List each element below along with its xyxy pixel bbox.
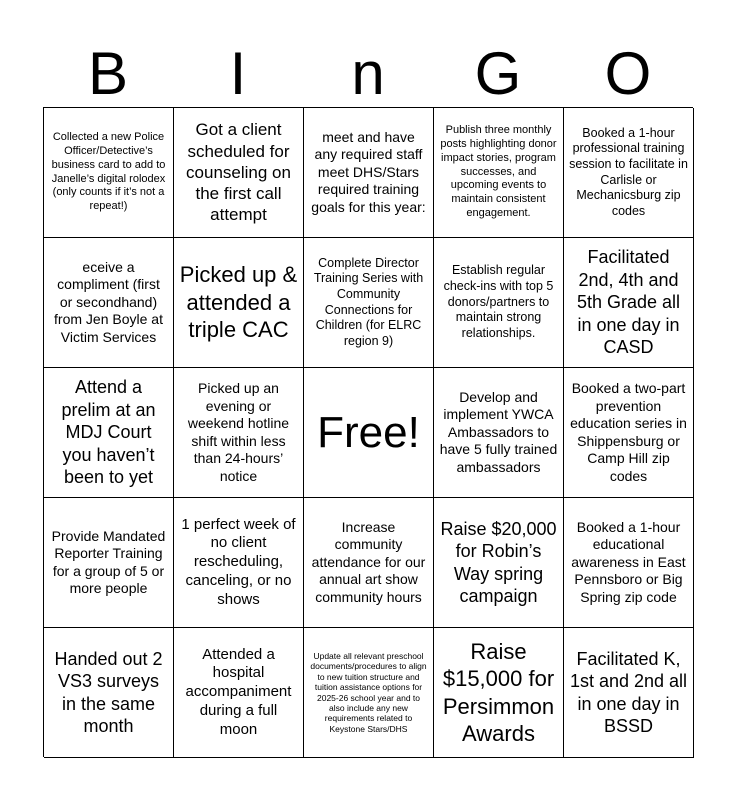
bingo-cell-r5c2[interactable] <box>174 628 304 758</box>
bingo-cell-r3c1[interactable] <box>44 368 174 498</box>
cell-text: Raise $20,000 for Robin’s Way spring campaign <box>440 518 557 606</box>
cell-text: Booked a 1-hour professional training session to facilitate in Carlisle or Mechanicsburg zip codes <box>569 125 688 218</box>
bingo-cell-r2c5[interactable] <box>564 238 694 368</box>
cell-text: Increase community attendance for our annual art show community hours <box>311 518 426 605</box>
bingo-cell-r2c3[interactable] <box>304 238 434 368</box>
cell-text: Publish three monthly posts highlighting donor impact stories, program successes, and upcoming events to maintain consistent engagement. <box>440 124 557 219</box>
bingo-header <box>43 40 693 108</box>
cell-text: Booked a two-part prevention education series in Shippensburg or Camp Hill zip codes <box>570 380 687 484</box>
cell-text: eceive a compliment (first or secondhand) from Jen Boyle at Victim Services <box>54 258 163 345</box>
bingo-cell-r3c3-free[interactable] <box>304 368 434 498</box>
cell-text: Attend a prelim at an MDJ Court you haven’t been to yet <box>61 377 156 488</box>
header-letter-b: B <box>87 40 129 107</box>
cell-text: Facilitated 2nd, 4th and 5th Grade all in one day in CASD <box>576 247 681 358</box>
bingo-cell-r2c4[interactable] <box>434 238 564 368</box>
cell-text: Attended a hospital accompaniment during a full moon <box>185 645 292 738</box>
cell-text: Update all relevant preschool documents/procedures to align to new tuition structure and tuition assistance options for 2025-26 school year and to also include any new requirements related to Keystone Stars/DHS <box>310 651 427 734</box>
header-letter-n: n <box>351 40 385 107</box>
header-letter-g: G <box>474 40 522 107</box>
cell-text: Establish regular check-ins with top 5 donors/partners to maintain strong relationships. <box>443 263 554 340</box>
bingo-cell-r5c5[interactable] <box>564 628 694 758</box>
cell-text: 1 perfect week of no client rescheduling, canceling, or no shows <box>181 515 296 608</box>
header-letter-o: O <box>604 40 652 107</box>
bingo-cell-r3c5[interactable] <box>564 368 694 498</box>
bingo-cell-r2c1[interactable] <box>44 238 174 368</box>
cell-text: meet and have any required staff meet DHS/Stars required training goals for this year: <box>311 128 426 215</box>
cell-text: Handed out 2 VS3 surveys in the same month <box>54 648 163 736</box>
cell-text: Collected a new Police Officer/Detective’s business card to add to Janelle’s digital rolodex (only counts if it’s not a repeat!) <box>51 131 166 212</box>
cell-text: Complete Director Training Series with Community Connections for Children (for ELRC region 9) <box>313 255 424 348</box>
bingo-cell-r3c4[interactable] <box>434 368 564 498</box>
cell-text: Develop and implement YWCA Ambassadors to have 5 fully trained ambassadors <box>439 388 558 475</box>
cell-text: Got a client scheduled for counseling on the first call attempt <box>186 120 291 225</box>
cell-text: Picked up & attended a triple CAC <box>179 262 298 343</box>
bingo-cell-r3c2[interactable] <box>174 368 304 498</box>
free-space-text: Free! <box>317 408 420 457</box>
bingo-cell-r1c5[interactable] <box>564 108 694 238</box>
bingo-cell-r4c2[interactable] <box>174 498 304 628</box>
bingo-cell-r1c4[interactable] <box>434 108 564 238</box>
bingo-cell-r4c4[interactable] <box>434 498 564 628</box>
bingo-cell-r5c1[interactable] <box>44 628 174 758</box>
bingo-board <box>43 107 693 757</box>
cell-text: Provide Mandated Reporter Training for a group of 5 or more people <box>51 527 166 596</box>
cell-text: Booked a 1-hour educational awareness in East Pennsboro or Big Spring zip code <box>571 518 686 605</box>
header-letter-i: I <box>229 40 247 107</box>
bingo-cell-r4c3[interactable] <box>304 498 434 628</box>
cell-text: Picked up an evening or weekend hotline shift within less than 24-hours’ notice <box>187 380 290 484</box>
bingo-cell-r2c2[interactable] <box>174 238 304 368</box>
bingo-cell-r1c3[interactable] <box>304 108 434 238</box>
bingo-cell-r1c1[interactable] <box>44 108 174 238</box>
cell-text: Facilitated K, 1st and 2nd all in one day in BSSD <box>569 648 688 736</box>
bingo-cell-r5c4[interactable] <box>434 628 564 758</box>
cell-text: Raise $15,000 for Persimmon Awards <box>442 638 555 746</box>
bingo-cell-r1c2[interactable] <box>174 108 304 238</box>
bingo-cell-r4c1[interactable] <box>44 498 174 628</box>
bingo-cell-r4c5[interactable] <box>564 498 694 628</box>
bingo-cell-r5c3[interactable] <box>304 628 434 758</box>
